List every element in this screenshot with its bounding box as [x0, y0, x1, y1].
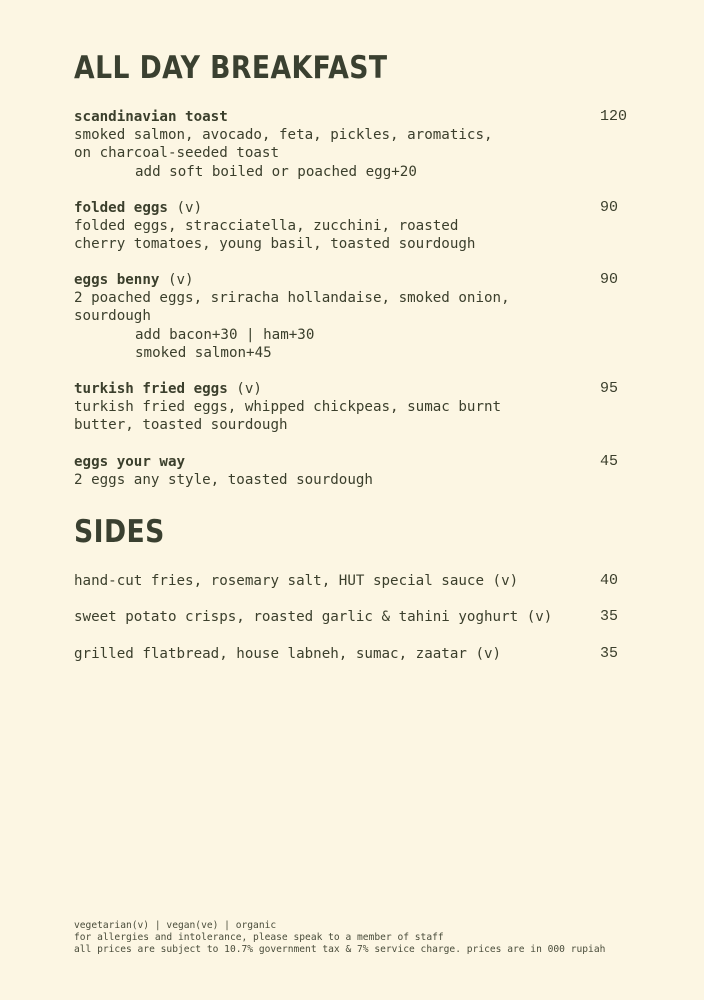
- menu-item-description: cherry tomatoes, young basil, toasted sourdough: [74, 236, 476, 253]
- menu-item-name: scandinavian toast: [74, 109, 228, 125]
- vegetarian-marker: (v): [176, 200, 203, 216]
- menu-item-description: butter, toasted sourdough: [74, 417, 288, 434]
- menu-item-name: eggs benny: [74, 272, 160, 288]
- vegetarian-marker: (v): [167, 272, 194, 288]
- menu-item-header: [74, 199, 634, 217]
- menu-item-addon: add bacon+30 | ham+30: [135, 326, 315, 343]
- side-item: [74, 572, 634, 590]
- side-item-name: grilled flatbread, house labneh, sumac, zaatar (v): [74, 646, 502, 662]
- side-item-name: sweet potato crisps, roasted garlic & tahini yoghurt (v): [74, 609, 553, 625]
- side-item-price: 40: [600, 572, 619, 589]
- menu-item-header: [74, 271, 634, 289]
- menu-item-name: eggs your way: [74, 454, 186, 470]
- menu-item-header: [74, 108, 634, 126]
- menu-item-description: on charcoal-seeded toast: [74, 145, 279, 162]
- menu-item-description: folded eggs, stracciatella, zucchini, roasted: [74, 218, 459, 234]
- side-item-name: hand-cut fries, rosemary salt, HUT special sauce (v): [74, 573, 519, 589]
- menu-item-description: 2 eggs any style, toasted sourdough: [74, 472, 373, 488]
- menu-item-price: 45: [600, 453, 619, 470]
- side-item: [74, 645, 634, 663]
- menu-item-turkish-fried-eggs: [74, 380, 634, 435]
- menu-item-addon: add soft boiled or poached egg+20: [135, 163, 417, 180]
- breakfast-section-title: ALL DAY BREAKFAST: [74, 50, 388, 86]
- menu-item-price: 90: [600, 271, 619, 288]
- menu-item-scandinavian-toast: [74, 108, 634, 181]
- menu-item-price: 90: [600, 199, 619, 216]
- menu-item-description: smoked salmon, avocado, feta, pickles, aromatics,: [74, 127, 493, 143]
- menu-item-description: turkish fried eggs, whipped chickpeas, sumac burnt: [74, 399, 502, 415]
- menu-footer: [74, 920, 605, 956]
- side-item-price: 35: [600, 645, 619, 662]
- menu-item-eggs-benny: [74, 271, 634, 362]
- menu-item-header: [74, 380, 634, 398]
- side-item-price: 35: [600, 608, 619, 625]
- menu-item-description: 2 poached eggs, sriracha hollandaise, smoked onion,: [74, 290, 510, 306]
- menu-item-addon: smoked salmon+45: [135, 344, 272, 361]
- menu-item-name: turkish fried eggs: [74, 381, 228, 397]
- menu-item-price: 95: [600, 380, 619, 397]
- menu-item-price: 120: [600, 108, 628, 125]
- allergy-note: for allergies and intolerance, please speak to a member of staff: [74, 932, 444, 943]
- vegetarian-marker: (v): [236, 381, 262, 397]
- menu-item-description: sourdough: [74, 308, 151, 325]
- menu-item-folded-eggs: [74, 199, 634, 254]
- side-item: [74, 608, 634, 626]
- menu-item-header: [74, 453, 634, 471]
- dietary-legend: vegetarian(v) | vegan(ve) | organic: [74, 920, 277, 931]
- menu-item-eggs-your-way: [74, 453, 634, 489]
- sides-section-title: SIDES: [74, 514, 165, 550]
- menu-item-name: folded eggs: [74, 200, 168, 216]
- menu-page: [74, 0, 634, 1000]
- pricing-note: all prices are subject to 10.7% government tax & 7% service charge. prices are in 000 rupiah: [74, 944, 606, 955]
